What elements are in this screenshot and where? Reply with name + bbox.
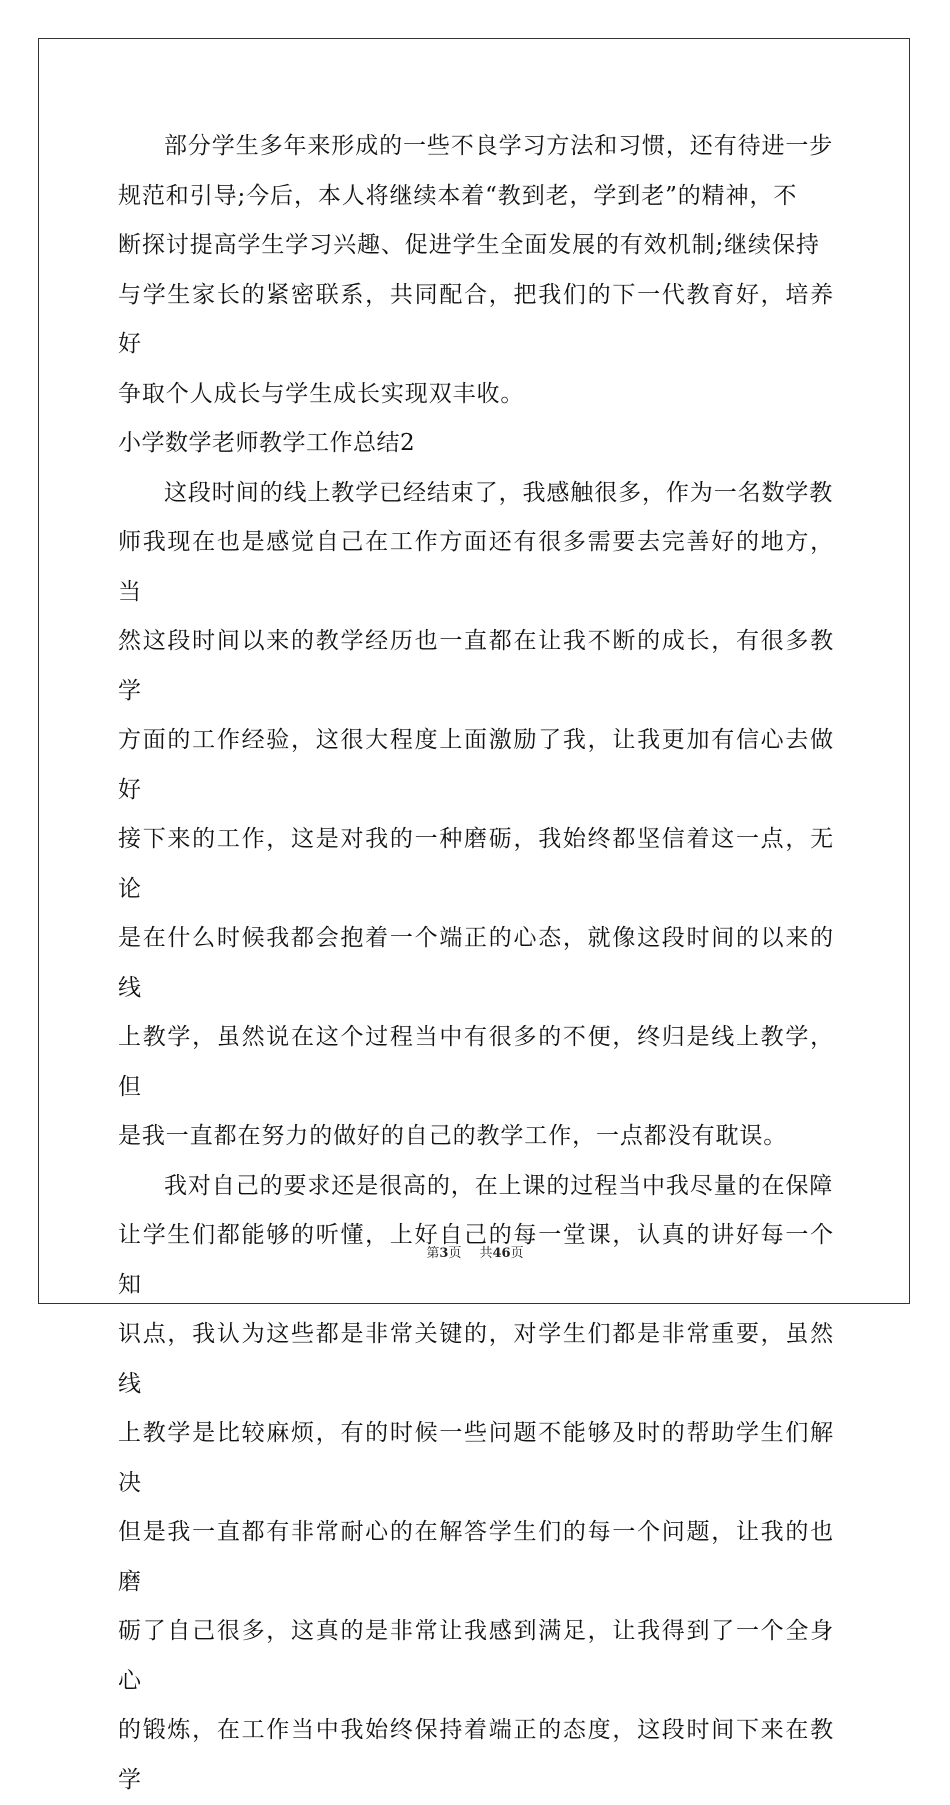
document-body — [118, 122, 834, 1805]
page-prefix: 第 — [426, 1245, 439, 1263]
page-current: 3 — [439, 1245, 448, 1263]
page-footer — [0, 1245, 950, 1263]
page-unit: 页 — [448, 1245, 461, 1263]
total-unit: 页 — [511, 1245, 524, 1263]
page-total: 46 — [492, 1245, 510, 1263]
paragraph: 这段时间的线上教学已经结束了，我感触很多，作为一名数学教 师我现在也是感觉自己在工作方面还有很多需要去完善好的地方，当 然这段时间以来的教学经历也一直都在让我不断的成长，有很多教学 方面的工作经验，这很大程度上面激励了我，让我更加有信心去做好 接下来的工作，这是对我的一种磨砺，我始终都坚信着这一点，无论 是在什么时候我都会抱着一个端正的心态，就像这段时间的以来的线 上教学，虽然说在这个过程当中有很多的不便，终归是线上教学，但 是我一直都在努力的做好的自己的教学工作，一点都没有耽误。 — [118, 469, 834, 1162]
total-prefix: 共 — [479, 1245, 492, 1263]
paragraph: 部分学生多年来形成的一些不良学习方法和习惯，还有待进一步 规范和引导;今后，本人将继续本着“教到老，学到老”的精神，不 断探讨提高学生学习兴趣、促进学生全面发展的有效机制;继续保持 与学生家长的紧密联系，共同配合，把我们的下一代教育好，培养好 争取个人成长与学生成长实现双丰收。 — [118, 122, 834, 419]
paragraph: 我对自己的要求还是很高的，在上课的过程当中我尽量的在保障 让学生们都能够的听懂，上好自己的每一堂课，认真的讲好每一个知 识点，我认为这些都是非常关键的，对学生们都是非常重要，虽然线 上教学是比较麻烦，有的时候一些问题不能够及时的帮助学生们解决 但是我一直都有非常耐心的在解答学生们的每一个问题，让我的也磨 砺了自己很多，这真的是非常让我感到满足，让我得到了一个全身心 的锻炼，在工作当中我始终保持着端正的态度，这段时间下来在教学 — [118, 1162, 834, 1805]
section-heading: 小学数学老师教学工作总结2 — [118, 419, 834, 469]
